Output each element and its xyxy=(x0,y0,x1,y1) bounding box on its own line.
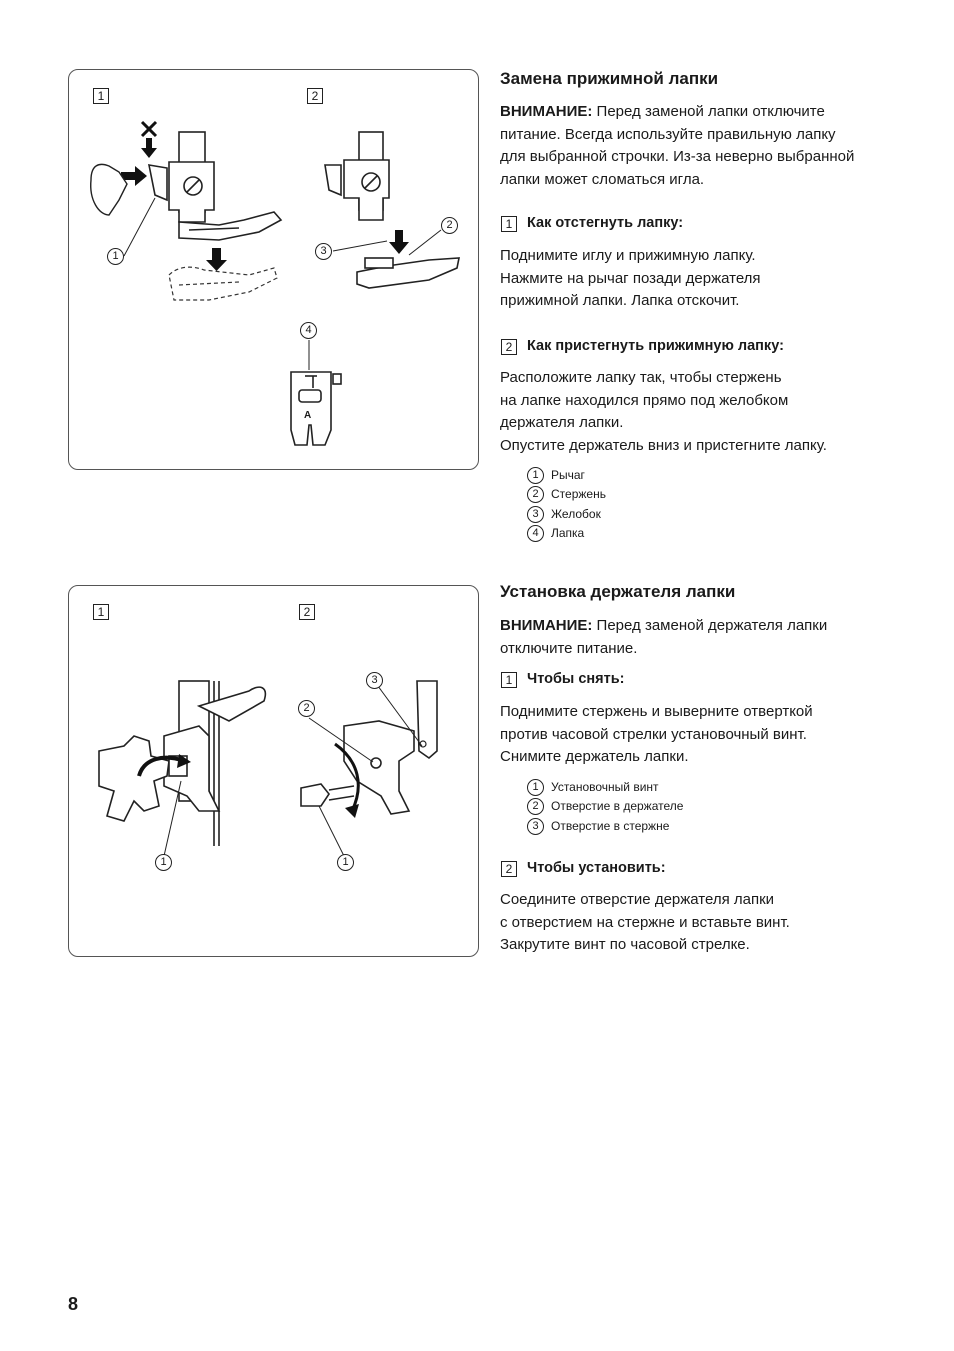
legend-number: 3 xyxy=(527,506,544,523)
legend-item xyxy=(527,485,606,504)
figure-panel-holder-install xyxy=(68,585,479,957)
step-2-line: на лапке находился прямо под желобком xyxy=(500,391,789,409)
legend-number: 4 xyxy=(527,525,544,542)
section-2-title: Установка держателя лапки xyxy=(500,582,736,601)
section-1-legend xyxy=(527,466,606,543)
foot-change-illustration xyxy=(69,70,478,469)
legend-item xyxy=(527,524,606,543)
step-1-line: Снимите держатель лапки. xyxy=(500,748,689,765)
step-1-line: Поднимите стержень и выверните отверткой xyxy=(500,703,813,720)
step-1-text xyxy=(500,245,761,313)
step-2-line: Опустите держатель вниз и пристегните лапку. xyxy=(500,436,827,454)
figure-step-1-label: 1 xyxy=(93,604,109,620)
legend-number: 2 xyxy=(527,798,544,815)
step-2-box: 2 xyxy=(501,861,517,877)
page-number: 8 xyxy=(68,1294,79,1314)
step-2-line: Соедините отверстие держателя лапки xyxy=(500,891,775,908)
figure-step-1-label: 1 xyxy=(93,88,109,104)
legend-label: Желобок xyxy=(551,506,601,521)
step-2-title: Чтобы установить: xyxy=(527,860,666,876)
legend-item xyxy=(527,797,683,816)
step-1-line: прижимной лапки. Лапка отскочит. xyxy=(500,292,740,309)
step-1-line: Поднимите иглу и прижимную лапку. xyxy=(500,247,756,264)
callout-bar: 2 xyxy=(441,217,458,234)
section-1-warning xyxy=(500,101,860,191)
figure-step-2-label: 2 xyxy=(299,604,315,620)
step-1-line: Нажмите на рычаг позади держателя xyxy=(500,269,761,287)
step-2-line: Расположите лапку так, чтобы стержень xyxy=(500,369,782,386)
warning-label: ВНИМАНИЕ: xyxy=(500,103,593,120)
warning-text: Перед заменой лапки отключите питание. Всегда используйте правильную лапку для выбранной строчки. Из-за неверно выбранной лапки может сломаться игла. xyxy=(500,103,855,188)
legend-item xyxy=(527,505,606,524)
step-1-text xyxy=(500,701,813,769)
callout-groove: 3 xyxy=(315,243,332,260)
legend-number: 1 xyxy=(527,467,544,484)
callout-screw: 1 xyxy=(337,854,354,871)
figure-step-2-label: 2 xyxy=(307,88,323,104)
step-1-box: 1 xyxy=(501,216,517,232)
callout-holder-hole: 2 xyxy=(298,700,315,717)
step-1-box: 1 xyxy=(501,672,517,688)
callout-screw: 1 xyxy=(155,854,172,871)
step-2-title: Как пристегнуть прижимную лапку: xyxy=(527,338,784,354)
legend-label: Установочный винт xyxy=(551,780,659,794)
section-2-warning xyxy=(500,615,860,660)
legend-label: Лапка xyxy=(551,525,585,540)
step-2-box: 2 xyxy=(501,339,517,355)
section-2-legend xyxy=(527,778,683,836)
legend-number: 3 xyxy=(527,818,544,835)
callout-foot: 4 xyxy=(300,322,317,339)
step-1-line: против часовой стрелки установочный винт. xyxy=(500,725,807,743)
warning-label: ВНИМАНИЕ: xyxy=(500,617,593,634)
step-1-title: Как отстегнуть лапку: xyxy=(527,215,684,231)
section-1-title: Замена прижимной лапки xyxy=(500,69,719,88)
callout-bar-hole: 3 xyxy=(366,672,383,689)
legend-label: Стержень xyxy=(551,487,606,502)
legend-label: Отверстие в стержне xyxy=(551,818,670,833)
legend-item xyxy=(527,778,683,797)
holder-install-illustration xyxy=(69,586,478,956)
step-2-text xyxy=(500,889,790,957)
legend-label: Рычаг xyxy=(551,468,585,482)
legend-item xyxy=(527,466,606,485)
warning-text: Перед заменой держателя лапки отключите питание. xyxy=(500,617,828,657)
foot-letter: A xyxy=(304,410,312,421)
step-2-line: держателя лапки. xyxy=(500,414,624,431)
step-1-title: Чтобы снять: xyxy=(527,671,625,687)
callout-lever: 1 xyxy=(107,248,124,265)
step-2-text xyxy=(500,367,827,457)
legend-number: 1 xyxy=(527,779,544,796)
legend-number: 2 xyxy=(527,486,544,503)
figure-panel-foot-change xyxy=(68,69,479,470)
legend-label: Отверстие в держателе xyxy=(551,799,684,814)
step-2-line: Закрутите винт по часовой стрелке. xyxy=(500,936,750,953)
legend-item xyxy=(527,817,683,836)
step-2-line: с отверстием на стержне и вставьте винт. xyxy=(500,913,790,931)
